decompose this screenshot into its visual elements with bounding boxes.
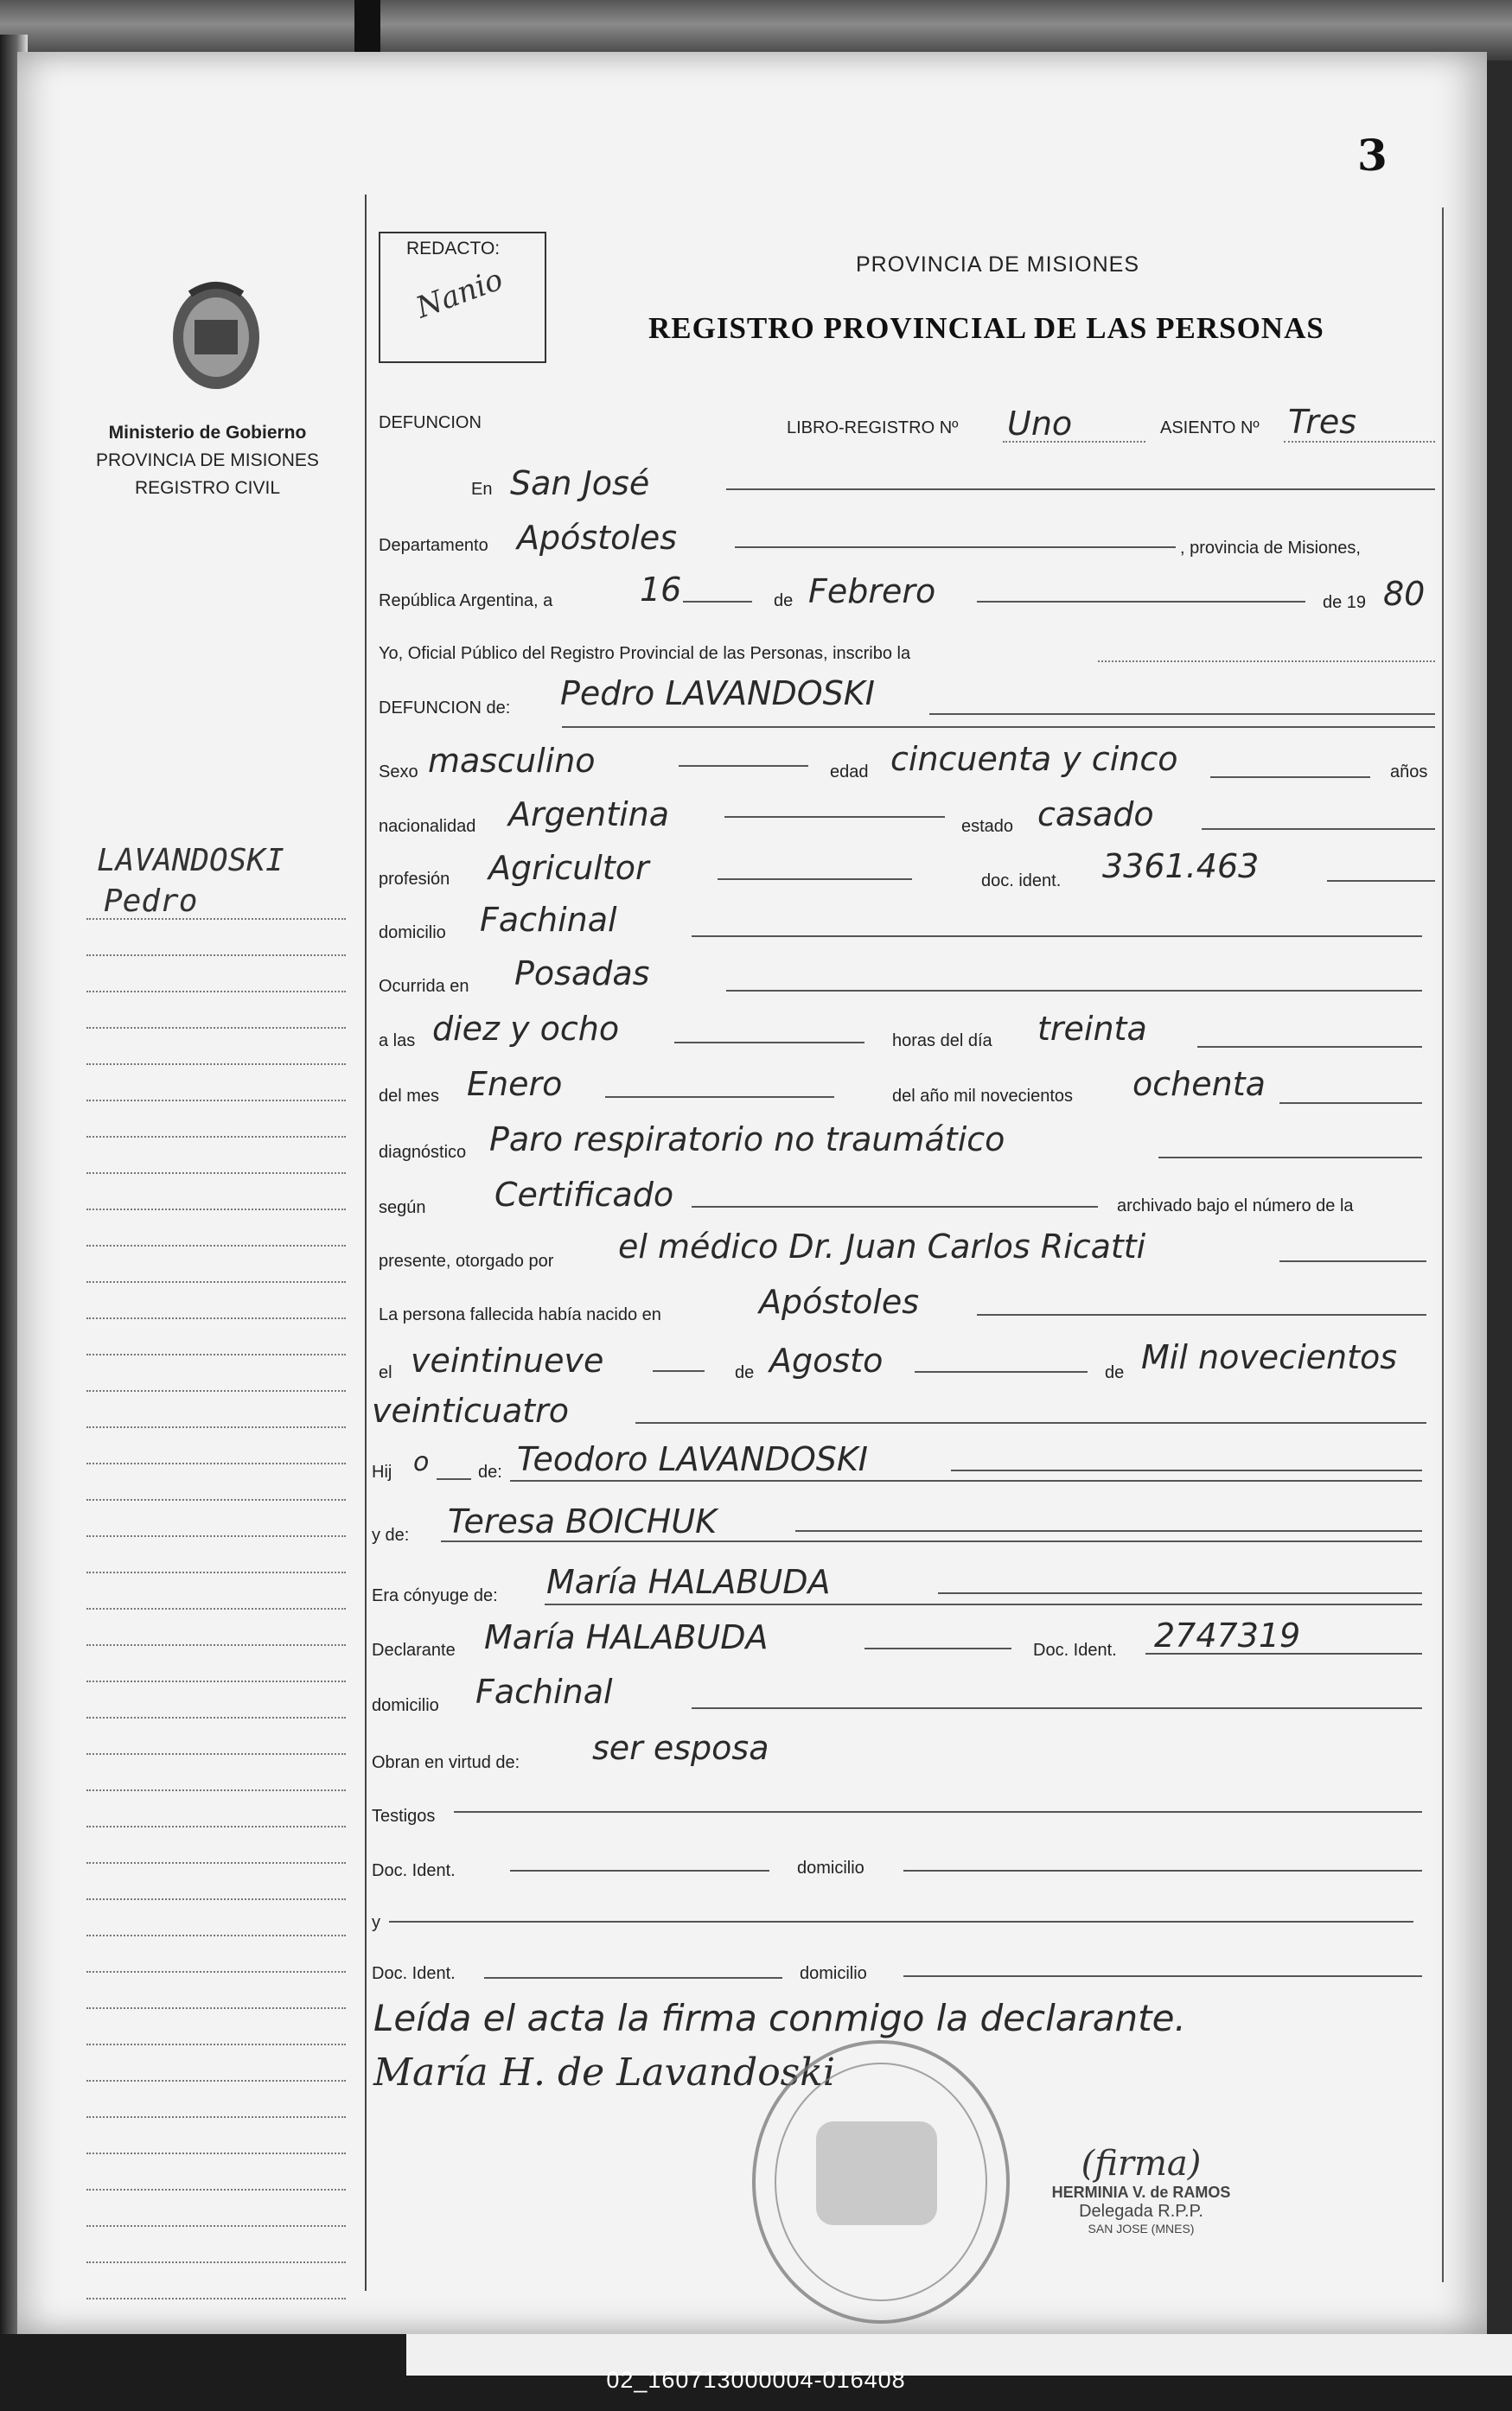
header-title: REGISTRO PROVINCIAL DE LAS PERSONAS (648, 311, 1324, 345)
segun-label: según (379, 1198, 426, 1217)
el-label: el (379, 1363, 392, 1382)
redacto-box (379, 232, 546, 363)
margin-rule (86, 1535, 346, 1537)
margin-rule (86, 2225, 346, 2227)
rule (389, 1921, 1413, 1923)
margin-rule (86, 1463, 346, 1464)
margin-rule (86, 1898, 346, 1900)
header-province: PROVINCIA DE MISIONES (856, 252, 1140, 277)
rule (977, 601, 1305, 603)
rule (679, 765, 808, 767)
rule (437, 1478, 471, 1480)
margin-rule (86, 954, 346, 956)
libro-value: Uno (1007, 405, 1073, 443)
asiento-label: ASIENTO Nº (1160, 418, 1260, 437)
alas-value: diez y ocho (432, 1010, 620, 1048)
rule (1197, 1046, 1422, 1048)
margin-province-label: PROVINCIA DE MISIONES (96, 450, 319, 470)
rule (674, 1042, 864, 1043)
coat-of-arms-icon (164, 277, 268, 398)
margin-rule (86, 991, 346, 992)
sexo-label: Sexo (379, 762, 418, 781)
conyuge-value: María HALABUDA (546, 1563, 831, 1601)
margin-rule (86, 1572, 346, 1573)
margin-rule (86, 2189, 346, 2191)
presente-label: presente, otorgado por (379, 1252, 554, 1271)
rule (1279, 1260, 1426, 1262)
rule (484, 1977, 782, 1979)
rule (1158, 1157, 1422, 1158)
ocurrida-label: Ocurrida en (379, 977, 469, 996)
rule (903, 1975, 1422, 1977)
provincia-label: , provincia de Misiones, (1180, 539, 1361, 558)
officer-signature-block (1011, 2144, 1271, 2236)
anio-nacimiento-value: veinticuatro (372, 1392, 569, 1430)
margin-rule (86, 1027, 346, 1029)
margin-rule (86, 1789, 346, 1791)
margin-given-name: Pedro (104, 883, 198, 919)
oficial-text: Yo, Oficial Público del Registro Provincial de las Personas, inscribo la (379, 644, 911, 663)
margin-rule (86, 1063, 346, 1065)
rule (683, 601, 752, 603)
margin-rule (86, 1753, 346, 1755)
margin-rule (86, 1245, 346, 1247)
obran-value: ser esposa (592, 1729, 769, 1767)
rule (864, 1648, 1011, 1649)
rule (1210, 776, 1370, 778)
image-caption: 02_160713000004-016408 (606, 2367, 906, 2393)
madre-value: Teresa BOICHUK (448, 1502, 718, 1540)
rule (510, 1870, 769, 1872)
margin-rule (86, 1172, 346, 1174)
official-seal-stamp (752, 2040, 1010, 2324)
margin-rule (86, 1136, 346, 1138)
departamento-value: Apóstoles (517, 519, 678, 557)
hijo-label: Hij (372, 1463, 392, 1482)
margin-header (78, 419, 337, 502)
rule (454, 1811, 1422, 1813)
dia-value: 16 (640, 571, 682, 609)
y-de-label: y de: (372, 1526, 410, 1545)
rule (977, 1314, 1426, 1316)
rule (951, 1470, 1422, 1471)
defuncion-de-label: DEFUNCION de: (379, 698, 511, 718)
margin-divider (365, 195, 367, 2291)
margin-rule (86, 2298, 346, 2299)
declarante-value: María HALABUDA (484, 1618, 769, 1656)
doc-ident2-label: Doc. Ident. (372, 1964, 456, 1983)
domicilio-value: Fachinal (480, 901, 617, 939)
rule (510, 1480, 1422, 1482)
margin-rule (86, 1826, 346, 1827)
mes-label: del mes (379, 1087, 440, 1106)
rule (915, 1371, 1088, 1373)
diagnostico-value: Paro respiratorio no traumático (489, 1120, 1005, 1158)
domicilio-label: domicilio (379, 923, 446, 942)
rule (929, 713, 1435, 715)
sexo-value: masculino (428, 742, 596, 780)
asiento-value: Tres (1288, 403, 1357, 441)
right-border (1442, 207, 1444, 2282)
rule (795, 1530, 1422, 1532)
hijo-value: o (413, 1447, 430, 1477)
domicilio2-value: Fachinal (475, 1673, 613, 1711)
margin-rule (86, 1426, 346, 1428)
rule (735, 546, 1176, 548)
margin-rule (86, 1499, 346, 1501)
officer-place: SAN JOSE (MNES) (1088, 2222, 1195, 2236)
en-label: En (471, 480, 493, 499)
rule (724, 816, 945, 818)
departamento-label: Departamento (379, 536, 488, 555)
republica-label: República Argentina, a (379, 591, 553, 610)
officer-name: HERMINIA V. de RAMOS (1051, 2184, 1231, 2201)
de2-value: Agosto (769, 1342, 884, 1380)
domicilio2-label: domicilio (372, 1696, 439, 1715)
de3-value: Mil novecientos (1141, 1338, 1398, 1376)
firma-declarante: María H. de Lavandoski (373, 2051, 835, 2095)
rule (545, 1604, 1422, 1605)
domicilio4-label: domicilio (800, 1964, 867, 1983)
anio-value: 80 (1383, 575, 1426, 613)
declarante-label: Declarante (372, 1641, 456, 1660)
de2-label: de (735, 1363, 755, 1382)
anio-mil-label: del año mil novecientos (892, 1087, 1074, 1106)
margin-rule (86, 1608, 346, 1610)
margin-registry-label: REGISTRO CIVIL (134, 478, 281, 498)
nacido-value: Apóstoles (759, 1283, 920, 1321)
rule (692, 1206, 1098, 1208)
margin-rule (86, 918, 346, 920)
de-padre-label: de: (478, 1463, 502, 1482)
rule (692, 1707, 1422, 1709)
margin-rule (86, 2261, 346, 2263)
doc-value: 3361.463 (1102, 847, 1260, 885)
edad-value: cincuenta y cinco (890, 740, 1178, 778)
profesion-label: profesión (379, 870, 450, 889)
de-anio-label: de 19 (1323, 593, 1367, 612)
redacto-label: REDACTO: (406, 239, 501, 258)
rule (1279, 1102, 1422, 1104)
officer-signature: (firma) (1081, 2144, 1202, 2184)
rule (726, 990, 1422, 992)
margin-rule (86, 1317, 346, 1319)
margin-rule (86, 2080, 346, 2082)
margin-rule (86, 2044, 346, 2045)
padre-value: Teodoro LAVANDOSKI (517, 1440, 868, 1478)
margin-rule (86, 1100, 346, 1101)
en-value: San José (510, 464, 650, 502)
ocurrida-value: Posadas (514, 954, 650, 992)
rule (653, 1370, 705, 1372)
profesion-value: Agricultor (488, 849, 649, 887)
margin-rule (86, 1354, 346, 1355)
alas-label: a las (379, 1031, 416, 1050)
segun-value: Certificado (494, 1176, 674, 1214)
rule (562, 726, 1435, 728)
domicilio3-label: domicilio (797, 1859, 864, 1878)
libro-label: LIBRO-REGISTRO Nº (787, 418, 959, 437)
anio-mil-value: ochenta (1132, 1065, 1266, 1103)
margin-rule (86, 1971, 346, 1973)
leida-text: Leída el acta la firma conmigo la declarante. (373, 1997, 1186, 2039)
nacionalidad-value: Argentina (508, 795, 670, 833)
ministry-label: Ministerio de Gobierno (108, 423, 307, 443)
rule (605, 1096, 834, 1098)
de3-label: de (1105, 1363, 1125, 1382)
margin-rule (86, 1862, 346, 1864)
doc-label: doc. ident. (981, 871, 1062, 890)
rule (903, 1870, 1422, 1872)
page-number: 3 (1357, 130, 1388, 181)
defuncion-heading: DEFUNCION (379, 413, 482, 432)
rule (1202, 828, 1435, 830)
margin-rule (86, 1644, 346, 1646)
margin-surname: LAVANDOSKI (97, 843, 284, 878)
presente-value: el médico Dr. Juan Carlos Ricatti (618, 1228, 1146, 1266)
de-label: de (774, 591, 794, 610)
officer-title: Delegada R.P.P. (1079, 2202, 1203, 2221)
rule (692, 935, 1422, 937)
redacto-value: Nanio (411, 262, 507, 326)
rule (718, 878, 912, 880)
mes2-value: Enero (467, 1065, 563, 1103)
nacido-label: La persona fallecida había nacido en (379, 1305, 661, 1324)
rule (1145, 1653, 1422, 1655)
rule (1284, 441, 1435, 443)
estado-label: estado (961, 817, 1014, 836)
rule (1003, 441, 1145, 443)
obran-label: Obran en virtud de: (372, 1753, 520, 1772)
doc-ident1-label: Doc. Ident. (372, 1861, 456, 1880)
margin-rule (86, 1717, 346, 1719)
rule (938, 1592, 1422, 1594)
edad-label: edad (830, 762, 869, 781)
horas-value: treinta (1037, 1010, 1147, 1048)
horas-label: horas del día (892, 1031, 992, 1050)
el-value: veintinueve (411, 1342, 604, 1380)
y-label: y (372, 1913, 380, 1932)
margin-rule (86, 1209, 346, 1210)
nacionalidad-label: nacionalidad (379, 817, 476, 836)
rule (726, 488, 1435, 490)
archivado-label: archivado bajo el número de la (1117, 1196, 1354, 1215)
rule (441, 1540, 1422, 1542)
margin-rule (86, 2153, 346, 2154)
anios-label: años (1390, 762, 1428, 781)
margin-rule (86, 1681, 346, 1682)
margin-rule (86, 2007, 346, 2009)
margin-rule (86, 1390, 346, 1392)
defuncion-de-value: Pedro LAVANDOSKI (560, 674, 875, 712)
rule (635, 1422, 1426, 1424)
doc-ident-label: Doc. Ident. (1033, 1641, 1117, 1660)
diagnostico-label: diagnóstico (379, 1143, 467, 1162)
rule (1327, 880, 1435, 882)
mes-value: Febrero (808, 572, 936, 610)
declarante-doc-value: 2747319 (1154, 1617, 1301, 1655)
estado-value: casado (1037, 795, 1154, 833)
testigos-label: Testigos (372, 1807, 436, 1826)
margin-rule (86, 1281, 346, 1283)
margin-rule (86, 2116, 346, 2118)
conyuge-label: Era cónyuge de: (372, 1586, 498, 1605)
margin-rule (86, 1935, 346, 1936)
rule (1098, 660, 1435, 662)
